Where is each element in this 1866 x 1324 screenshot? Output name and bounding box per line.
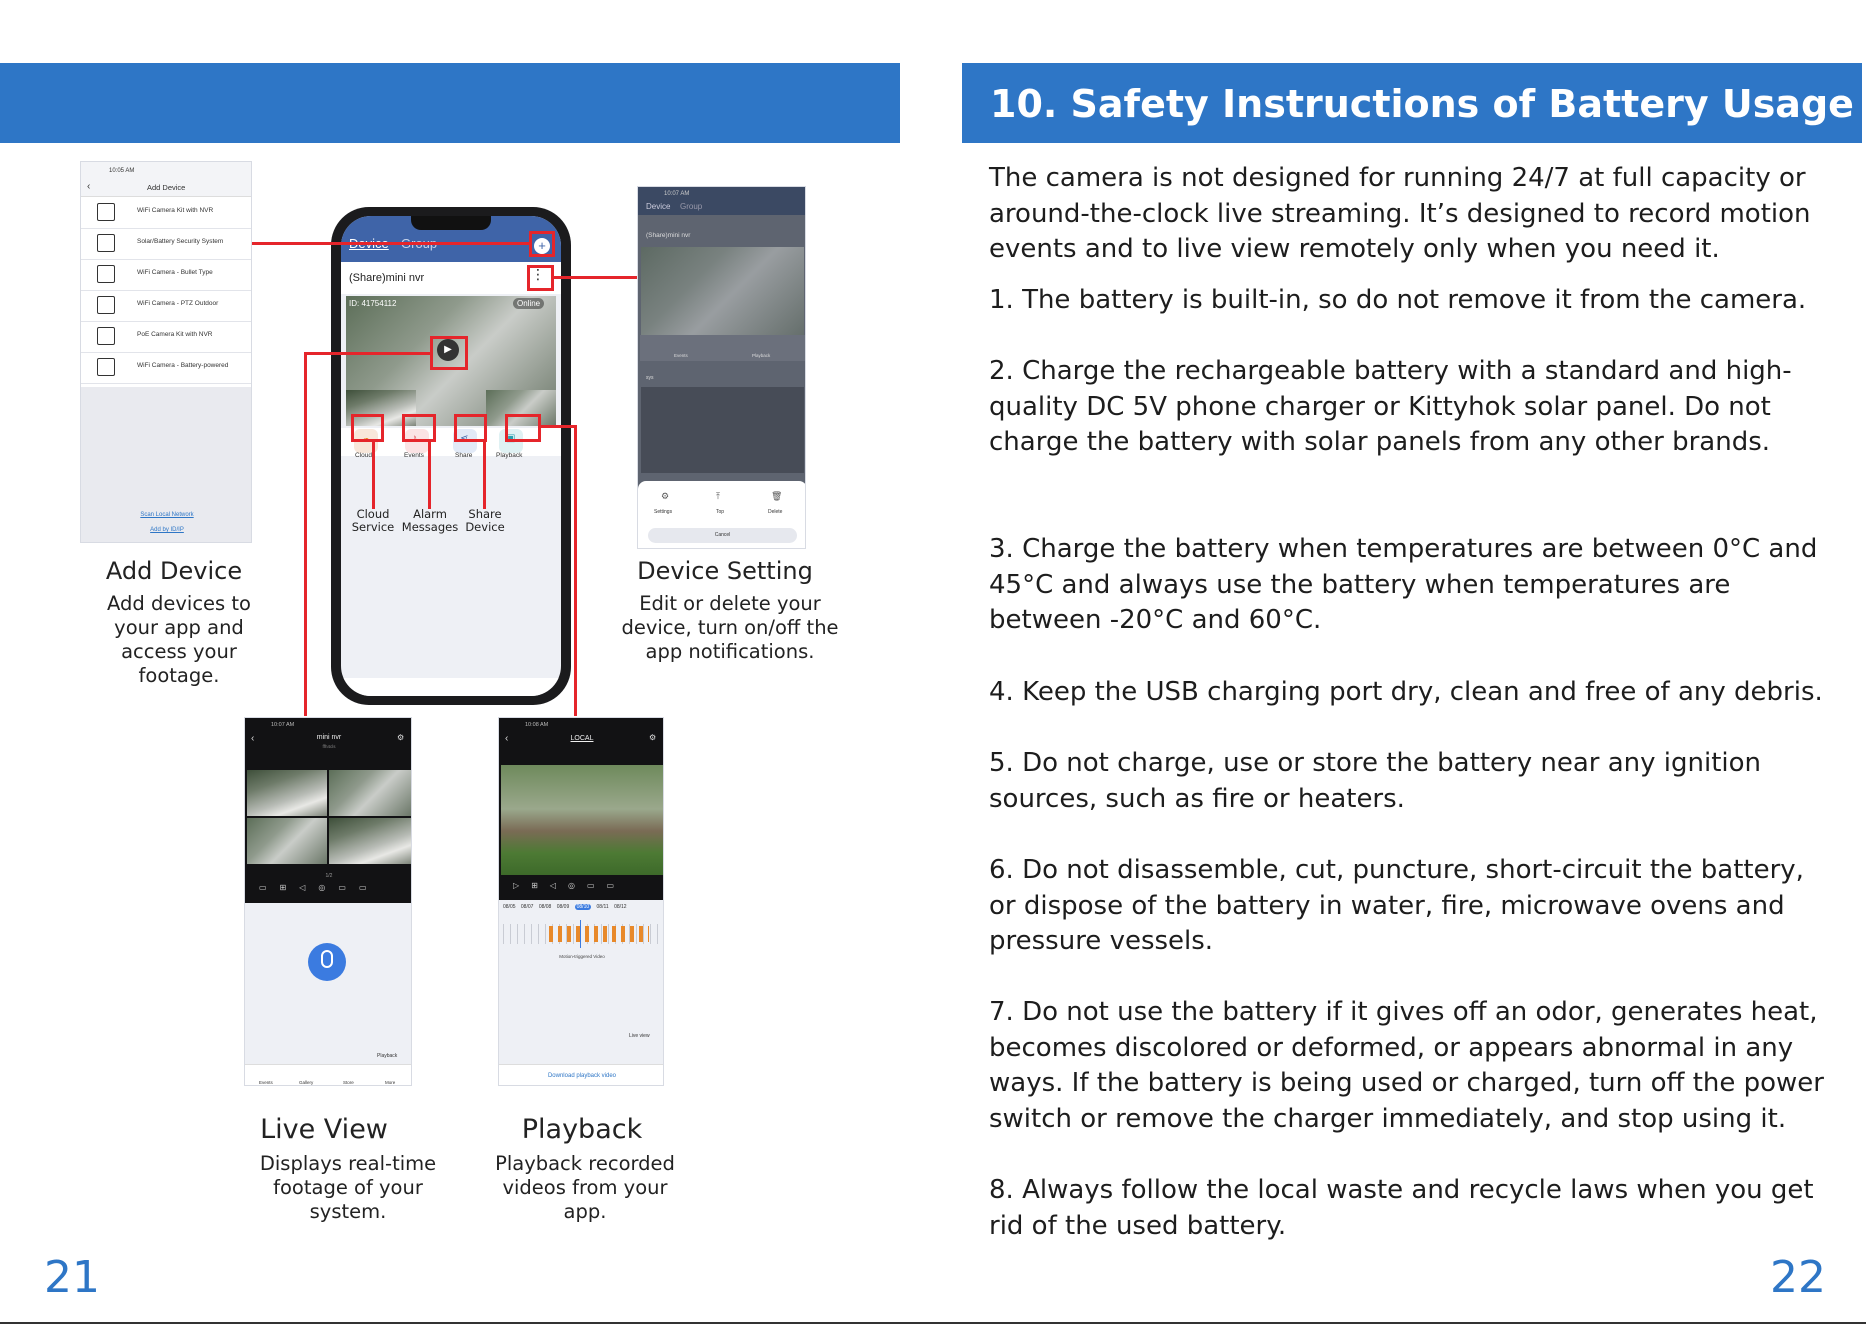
add-by-id-link[interactable]: Add by ID/IP [150, 527, 184, 533]
date-strip: 08/05 08/07 08/08 08/09 08/10 08/11 08/12 [503, 904, 627, 910]
playback-icon: ▣ [506, 433, 516, 444]
device-id: ID: 41754112 [349, 299, 397, 308]
safety-item: 1. The battery is built-in, so do not remove it from the camera. [989, 285, 1807, 315]
live-view-screenshot: 10:07 AM ‹ mini nvr ffh4cls ⚙ 1/2 ▭⊞◁◎▭▭ Playback Events Gallery Store More [244, 717, 412, 1086]
playback-screenshot: 10:08 AM ‹ LOCAL ⚙ ▷⊞◁◎▭▭ 08/05 08/07 08/08 08/09 08/10 08/11 08/12 Motion-triggered Video Live view Download playback video [498, 717, 664, 1086]
section-title: 10. Safety Instructions of Battery Usage [990, 82, 1854, 126]
add-device-screenshot [80, 161, 252, 543]
intro-paragraph: The camera is not designed for running 24/7 at full capacity or around-the-clock live streaming. It’s designed to record motion events and to live view remotely only when you need it. [989, 163, 1811, 265]
safety-item: 8. Always follow the local waste and recycle laws when you get rid of the used battery. [989, 1175, 1814, 1241]
connector-line [428, 441, 431, 509]
share-callout-box [454, 414, 487, 442]
phone-screen: + (Share)mini nvr ⋮ ID: 41754112 Online ▶ ☁ ♪ ⋖ ▣ Cloud Events Share Playback [341, 216, 561, 696]
connector-line [483, 441, 486, 509]
camera-feed [329, 818, 411, 864]
microphone-icon [321, 950, 333, 968]
settings-icon[interactable]: ⚙ [661, 491, 670, 501]
page-number-right: 22 [1770, 1252, 1826, 1303]
camera-feed [247, 818, 327, 864]
camera-feed [329, 770, 411, 816]
play-icon[interactable]: ▶ [437, 339, 459, 361]
safety-item: 6. Do not disassemble, cut, puncture, short-circuit the battery, or dispose of the battery in water, fire, microwave ovens and pressure vessels. [989, 855, 1804, 957]
connector-line [554, 276, 639, 279]
legend-motion: Motion-triggered Video [559, 954, 605, 959]
add-device-title: Add Device [105, 557, 243, 585]
cloud-icon: ☁ [360, 433, 371, 445]
live-view-title: Live View [260, 1114, 388, 1145]
back-arrow-icon[interactable]: ‹ [505, 733, 509, 744]
safety-item: 5. Do not charge, use or store the battery near any ignition sources, such as fire or heaters. [989, 748, 1762, 814]
back-arrow-icon[interactable]: ‹ [87, 181, 91, 192]
solar-system-icon [97, 234, 115, 252]
cloud-callout-box [351, 414, 384, 442]
connector-line [540, 425, 576, 428]
playback-callout-box [505, 414, 541, 442]
safety-item: 7. Do not use the battery if it gives off an odor, generates heat, becomes discolored or deformed, or appears abnormal in any ways. If the battery is being used or charged, turn off the power switch or remove the charger immediately, and stop using it. [989, 997, 1824, 1134]
callout-cloud-service: Cloud Service [351, 507, 395, 534]
timeline-cursor [580, 920, 581, 948]
device-setting-description: Edit or delete your device, turn on/off the app notifications. [621, 592, 839, 663]
connector-line [252, 242, 530, 245]
list-item[interactable]: PoE Camera Kit with NVR [81, 321, 252, 353]
safety-item: 3. Charge the battery when temperatures are between 0°C and 45°C and always use the battery when temperatures are between -20°C and 60°C. [989, 534, 1818, 636]
add-device-icon[interactable]: + [534, 238, 550, 254]
playback-title: Playback [521, 1114, 643, 1145]
playback-link[interactable]: Playback [377, 1053, 398, 1059]
left-header-band [0, 63, 900, 143]
list-item[interactable]: WiFi Camera - Bullet Type [81, 259, 252, 291]
list-item[interactable]: Solar/Battery Security System [81, 228, 252, 260]
timeline-recordings [549, 926, 649, 942]
delete-icon[interactable]: 🗑 [771, 491, 783, 501]
bell-icon: ♪ [412, 433, 417, 444]
share-icon: ⋖ [460, 433, 469, 444]
device-name: (Share)mini nvr [349, 272, 425, 284]
online-badge: Online [513, 298, 544, 309]
safety-item: 4. Keep the USB charging port dry, clean and free of any debris. [989, 677, 1823, 707]
pin-top-icon[interactable]: ⤒ [716, 491, 720, 501]
list-item[interactable]: WiFi Camera - PTZ Outdoor [81, 290, 252, 322]
add-device-callout-box [529, 231, 555, 257]
connector-line [304, 352, 431, 355]
connector-line [372, 441, 375, 509]
events-callout-box [402, 414, 436, 442]
battery-camera-icon [97, 358, 115, 376]
device-setting-screenshot: 10:07 AM Device Group (Share)mini nvr Events Playback sys ⚙ ⤒ 🗑 Settings Top Delete Cancel [637, 186, 806, 549]
play-callout-box [430, 336, 468, 370]
ptz-camera-icon [97, 296, 115, 314]
playback-toolbar: ▷⊞◁◎▭▭ [513, 881, 627, 890]
page-number-left: 21 [44, 1252, 100, 1303]
camera-feed [247, 770, 327, 816]
scan-local-network-link[interactable]: Scan Local Network [140, 512, 194, 518]
more-options-callout-box [527, 265, 554, 291]
status-time: 10:05 AM [109, 168, 135, 174]
safety-item: 2. Charge the rechargeable battery with a standard and high-quality DC 5V phone charger or Kittyhok solar panel. Do not charge the battery with solar panels from any other brands. [989, 356, 1792, 458]
download-playback-link[interactable]: Download playback video [547, 1073, 617, 1079]
add-device-description: Add devices to your app and access your footage. [107, 592, 251, 687]
bullet-camera-icon [97, 265, 115, 283]
connector-line [574, 425, 577, 716]
more-options-icon[interactable]: ⋮ [531, 266, 545, 282]
list-item[interactable]: WiFi Camera - Battery-powered [81, 352, 252, 384]
back-arrow-icon[interactable]: ‹ [251, 733, 255, 744]
nvr-kit-icon [97, 203, 115, 221]
playback-description: Playback recorded videos from your app. [495, 1152, 675, 1223]
device-setting-title: Device Setting [637, 557, 813, 585]
live-view-description: Displays real-time footage of your system. [259, 1152, 437, 1223]
poe-kit-icon [97, 327, 115, 345]
callout-share-device: Share Device [465, 507, 505, 534]
live-view-link[interactable]: Live view [629, 1033, 650, 1039]
live-toolbar: ▭⊞◁◎▭▭ [259, 883, 380, 892]
list-item[interactable]: WiFi Camera Kit with NVR [81, 197, 252, 229]
screen-header: Add Device [147, 183, 186, 192]
settings-icon[interactable]: ⚙ [397, 733, 405, 742]
connector-line [304, 352, 307, 716]
callout-alarm-messages: Alarm Messages [401, 507, 459, 534]
camera-feed [501, 765, 663, 875]
settings-icon[interactable]: ⚙ [649, 733, 657, 742]
